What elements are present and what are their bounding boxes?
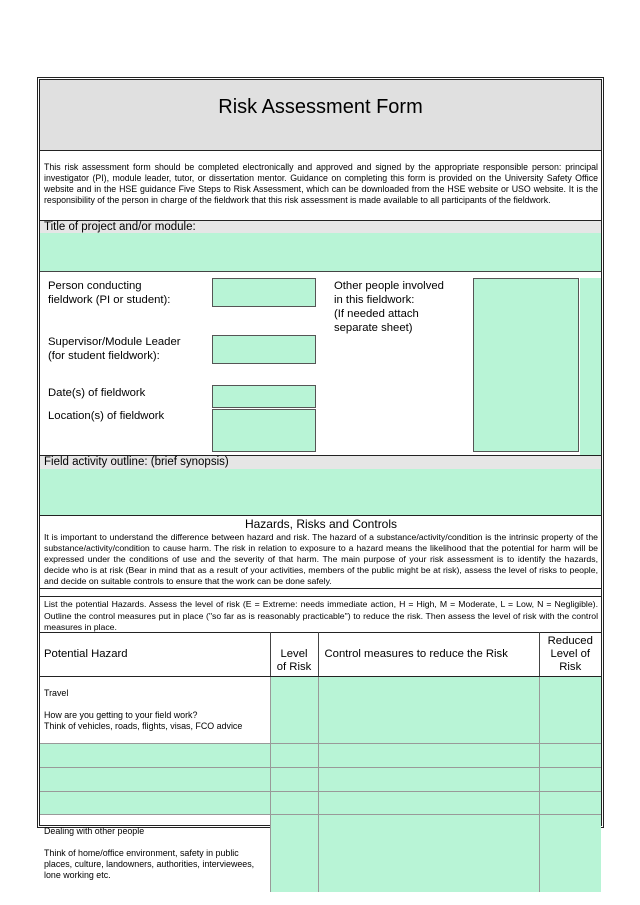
form-title: Risk Assessment Form [218,96,423,118]
hazards-section [40,515,601,589]
reduced-level-of-risk-input[interactable] [540,677,602,743]
hazards-explanation: It is important to understand the difference between hazard and risk. The hazard of a substance/activity/condition is the intrinsic property of the substance/activity/condition to cause harm. The risk in relation to exposure to a hazard means the likelihood that the potential for harm will be expressed under the conditions of use and the severity of that harm. The main purpose of your risk assessment is to identify the hazards, decide who is at risk (Bear in mind that as a result of your activities, members of the public might be at risk), assess the level of risks to people, and decide on suitable controls to ensure that the work can be done safely. [44,531,598,586]
level-of-risk-input[interactable] [271,768,318,791]
control-measures-input[interactable] [319,815,539,892]
person-conducting-label: Person conducting fieldwork (PI or student): [48,280,171,306]
header-control-measures: Control measures to reduce the Risk [318,633,539,677]
level-of-risk-input[interactable] [271,815,318,892]
level-of-risk-input[interactable] [271,792,318,814]
hazard-title: Dealing with other people [44,826,145,836]
hazard-title: Travel [44,688,69,698]
hazard-prompt: How are you getting to your field work? Think of vehicles, roads, flights, visas, FCO advice [44,710,243,731]
activity-outline-input[interactable] [40,469,601,515]
hazard-prompt: Think of home/office environment, safety in public places, culture, landowners, authorities, interviewees, lone working etc. [44,848,255,880]
hazard-table-header [40,633,601,677]
control-measures-input[interactable] [319,677,539,743]
supervisor-input[interactable] [212,335,316,364]
activity-outline-label: Field activity outline: (brief synopsis) [40,456,601,469]
locations-input[interactable] [212,409,316,452]
reduced-level-of-risk-input[interactable] [540,815,602,892]
header-reduced-level-of-risk: Reduced Level of Risk [539,633,601,677]
other-people-field-extension [580,278,601,455]
reduced-level-of-risk-input[interactable] [540,768,602,791]
header-potential-hazard: Potential Hazard [40,633,270,677]
control-measures-input[interactable] [319,744,539,767]
reduced-level-of-risk-input[interactable] [540,744,602,767]
person-conducting-input[interactable] [212,278,316,307]
table-row [40,815,601,893]
hazard-input[interactable] [40,768,270,791]
hazard-table [40,632,601,892]
hazards-instructions: List the potential Hazards. Assess the level of risk (E = Extreme: needs immediate action, H = High, M = Moderate, L = Low, N = Negligible). Outline the control measures put in place ("so far as is reasonably practicable") to reduce the risk. Then assess the level of risk with the control measures in place. [40,596,601,632]
supervisor-label: Supervisor/Module Leader (for student fieldwork): [48,336,181,362]
title-band [40,80,601,151]
table-row [40,792,601,815]
level-of-risk-input[interactable] [271,744,318,767]
table-row [40,677,601,744]
dates-label: Date(s) of fieldwork [48,387,146,399]
hazard-cell [40,815,270,893]
control-measures-input[interactable] [319,768,539,791]
project-title-label: Title of project and/or module: [40,221,601,233]
project-title-input[interactable] [40,233,601,272]
other-people-input[interactable] [473,278,579,452]
other-people-label: Other people involved in this fieldwork: (If needed attach separate sheet) [334,280,444,334]
header-level-of-risk: Level of Risk [270,633,318,677]
dates-input[interactable] [212,385,316,408]
reduced-level-of-risk-input[interactable] [540,792,602,814]
hazard-cell [40,677,270,744]
table-row [40,768,601,792]
table-row [40,744,601,768]
control-measures-input[interactable] [319,792,539,814]
hazards-heading: Hazards, Risks and Controls [244,517,398,531]
locations-label: Location(s) of fieldwork [48,410,165,422]
hazard-input[interactable] [40,792,270,814]
intro-text: This risk assessment form should be completed electronically and approved and signed by the appropriate responsible person: principal investigator (PI), module leader, tutor, or dissertation mentor. Guidance on completing this form is provided on the University Safety Office website and in the HSE guidance Five Steps to Risk Assessment, which can be downloaded from the HSE website or USO website. It is the responsibility of the person in charge of the fieldwork that this risk assessment is made available to all participants of the fieldwork. [40,151,601,221]
hazard-input[interactable] [40,744,270,767]
level-of-risk-input[interactable] [271,677,318,743]
